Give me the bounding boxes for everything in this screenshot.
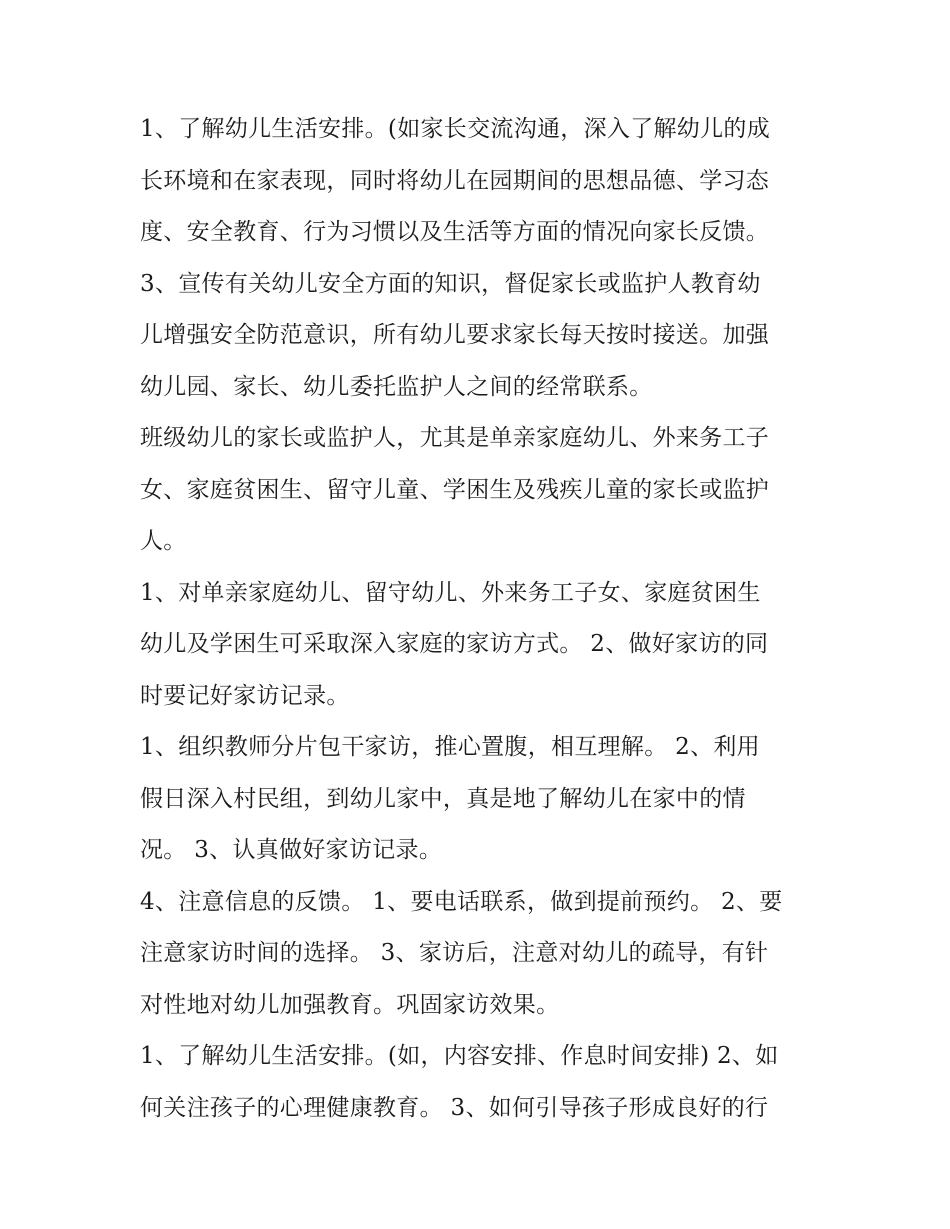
paragraph-4 bbox=[140, 568, 812, 723]
text-line: 度、安全教育、行为习惯以及生活等方面的情况向家长反馈。 bbox=[140, 219, 770, 245]
text-line: 人。 bbox=[140, 528, 187, 554]
paragraph-1 bbox=[140, 104, 812, 259]
paragraph-5 bbox=[140, 722, 812, 877]
paragraph-7 bbox=[140, 1031, 812, 1134]
text-line: 1、了解幼儿生活安排。(如家长交流沟通，深入了解幼儿的成 bbox=[140, 116, 771, 142]
text-line: 1、组织教师分片包干家访，推心置腹，相互理解。 2、利用 bbox=[140, 734, 760, 760]
text-line: 注意家访时间的选择。 3、家访后，注意对幼儿的疏导，有针 bbox=[140, 940, 769, 966]
text-line: 儿增强安全防范意识，所有幼儿要求家长每天按时接送。加强 bbox=[140, 322, 770, 348]
text-line: 幼儿及学困生可采取深入家庭的家访方式。 2、做好家访的同 bbox=[140, 631, 769, 657]
text-line: 1、对单亲家庭幼儿、留守幼儿、外来务工子女、家庭贫困生 bbox=[140, 579, 761, 606]
text-line: 女、家庭贫困生、留守儿童、学困生及残疾儿童的家长或监护 bbox=[140, 476, 770, 503]
paragraph-2 bbox=[140, 259, 812, 414]
paragraph-6 bbox=[140, 877, 812, 1032]
text-line: 幼儿园、家长、幼儿委托监护人之间的经常联系。 bbox=[140, 373, 653, 400]
text-line: 长环境和在家表现，同时将幼儿在园期间的思想品德、学习态 bbox=[140, 167, 770, 194]
text-line: 何关注孩子的心理健康教育。 3、如何引导孩子形成良好的行 bbox=[140, 1094, 769, 1121]
text-line: 对性地对幼儿加强教育。巩固家访效果。 bbox=[140, 991, 560, 1018]
text-line: 3、宣传有关幼儿安全方面的知识，督促家长或监护人教育幼 bbox=[140, 270, 761, 297]
text-line: 4、注意信息的反馈。 1、要电话联系，做到提前预约。 2、要 bbox=[140, 888, 783, 915]
document-body bbox=[140, 104, 812, 1134]
text-line: 1、了解幼儿生活安排。(如，内容安排、作息时间安排) 2、如 bbox=[140, 1043, 779, 1069]
text-line: 假日深入村民组，到幼儿家中，真是地了解幼儿在家中的情 bbox=[140, 785, 746, 812]
text-line: 时要记好家访记录。 bbox=[140, 682, 350, 709]
text-line: 班级幼儿的家长或监护人，尤其是单亲家庭幼儿、外来务工子 bbox=[140, 425, 770, 451]
paragraph-3 bbox=[140, 413, 812, 568]
text-line: 况。 3、认真做好家访记录。 bbox=[140, 837, 443, 863]
